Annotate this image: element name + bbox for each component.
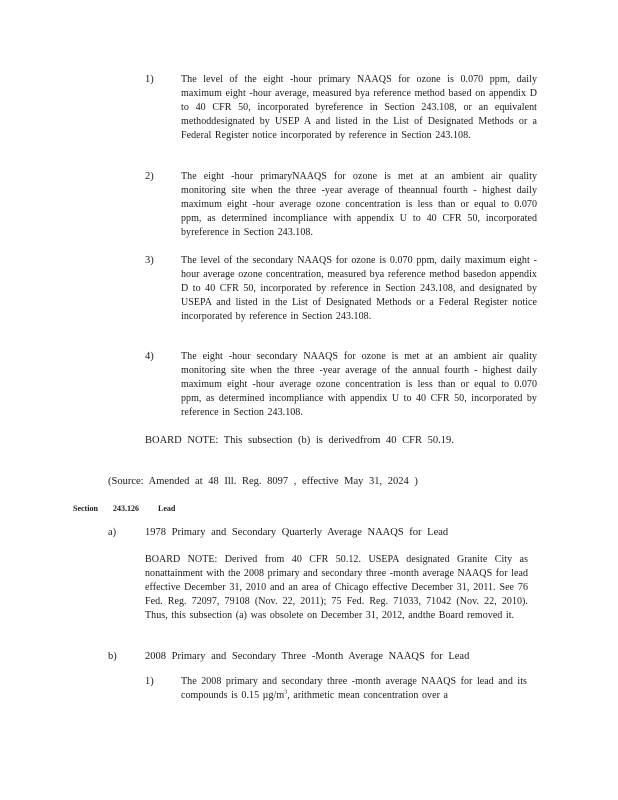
- section-title: Lead: [158, 504, 176, 513]
- subsection-label: b): [108, 651, 117, 662]
- board-note: BOARD NOTE: Derived from 40 CFR 50.12. USEPA designated Granite City as nonattainment with the 2008 primary and secondary three -month average NAAQS for lead effective December 31, 2010 and an area of Chicago effective December 31, 2011. See 76 Fed. Reg. 72097, 79108 (Nov. 22, 2011); 75 Fed. Reg. 71033, 71042 (Nov. 22, 2010). Thus, this subsection (a) was obsolete on December 31, 2012, andthe Board removed it.: [145, 554, 528, 621]
- item-number: 1): [145, 676, 154, 687]
- board-note: BOARD NOTE: This subsection (b) is derivedfrom 40 CFR 50.19.: [145, 435, 454, 446]
- item-text: The level of the secondary NAAQS for ozone is 0.070 ppm, daily maximum eight -hour average ozone concentration, measured bya reference method basedon appendix D to 40 CFR 50, incorporated by reference in Section 243.108, and designated by USEPA and listed in the List of Designated Methods or a Federal Register notice incorporated by reference in Section 243.108.: [181, 255, 537, 322]
- item-number: 1): [145, 74, 154, 85]
- unit-superscript: 3: [284, 689, 288, 696]
- subsection-label: a): [108, 527, 117, 538]
- item-text-part: , arithmetic mean concentration over a: [287, 690, 448, 701]
- subsection-heading: 2008 Primary and Secondary Three -Month Average NAAQS for Lead: [145, 651, 470, 662]
- source-note: (Source: Amended at 48 Ill. Reg. 8097 , effective May 31, 2024 ): [108, 476, 418, 487]
- section-number: 243.126: [113, 504, 139, 513]
- item-number: 3): [145, 255, 154, 266]
- item-text: The eight -hour secondary NAAQS for ozone is met at an ambient air quality monitoring site when the three -year average of the annual fourth - highest daily maximum eight -hour average ozone concentration is less than or equal to 0.070 ppm, as determined incompliance with appendix U to 40 CFR 50, incorporated by reference in Section 243.108.: [181, 351, 537, 418]
- section-label: Section: [73, 504, 98, 513]
- item-number: 2): [145, 171, 154, 182]
- item-text-part: The 2008 primary and secondary three -month average NAAQS for lead and its compounds is 0.15 µg/m: [181, 676, 527, 701]
- subsection-heading: 1978 Primary and Secondary Quarterly Average NAAQS for Lead: [145, 527, 449, 538]
- item-number: 4): [145, 351, 154, 362]
- item-text: The eight -hour primaryNAAQS for ozone is met at an ambient air quality monitoring site when the three -year average of theannual fourth - highest daily maximum eight -hour average ozone concentration is less than or equal to 0.070 ppm, as determined incompliance with appendix U to 40 CFR 50, incorporated byreference in Section 243.108.: [181, 171, 537, 238]
- item-text: The level of the eight -hour primary NAAQS for ozone is 0.070 ppm, daily maximum eight -hour average, measured bya reference method based on appendix D to 40 CFR 50, incorporated byreference in Section 243.108, or an equivalent methoddesignated by USEP A and listed in the List of Designated Methods or a Federal Register notice incorporated by reference in Section 243.108.: [181, 74, 537, 141]
- item-text: [181, 675, 527, 703]
